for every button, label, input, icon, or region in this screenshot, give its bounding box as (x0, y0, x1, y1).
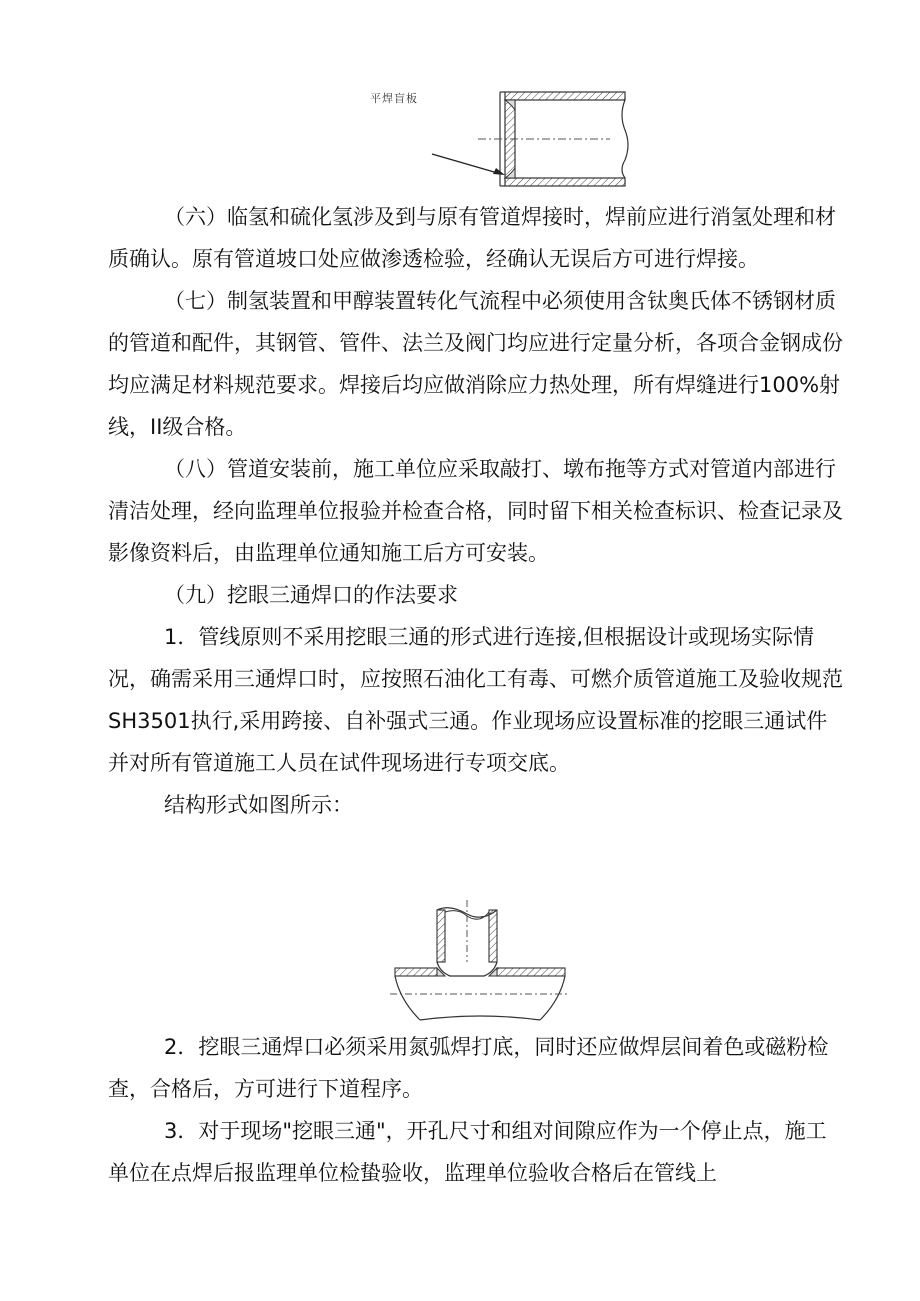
paragraph-9-item-1: 1．管线原则不采用挖眼三通的形式进行连接,但根据设计或现场实际情况，确需采用三通焊口时，应按照石油化工有毒、可燃介质管道施工及验收规范SH3501执行,采用跨接、自补强式三通。作业现场应设置标准的挖眼三通试件并对所有管道施工人员在试件现场进行专项交底。 (108, 625, 843, 775)
blind-plate-figure (360, 80, 640, 195)
figure1-label: 平焊盲板 (370, 92, 418, 105)
tee-branch-figure (390, 900, 570, 1025)
paragraph-9-heading: （九）挖眼三通焊口的作法要求 (164, 583, 458, 607)
paragraph-9-item-2: 2．挖眼三通焊口必须采用氮弧焊打底，同时还应做焊层间着色或磁粉检查，合格后，方可进行下道程序。 (108, 1035, 829, 1101)
text-block-bottom (108, 1026, 843, 1194)
paragraph-6: （六）临氢和硫化氢涉及到与原有管道焊接时，焊前应进行消氢处理和材质确认。原有管道坡口处应做渗透检验，经确认无误后方可进行焊接。 (108, 205, 836, 271)
paragraph-7: （七）制氢装置和甲醇装置转化气流程中必须使用含钛奥氏体不锈钢材质的管道和配件，其钢管、管件、法兰及阀门均应进行定量分析，各项合金钢成份均应满足材料规范要求。焊接后均应做消除应力热处理，所有焊缝进行100%射线，II级合格。 (108, 289, 843, 439)
paragraph-8: （八）管道安装前，施工单位应采取敲打、墩布拖等方式对管道内部进行清洁处理，经向监理单位报验并检查合格，同时留下相关检查标识、检查记录及影像资料后，由监理单位通知施工后方可安装。 (108, 457, 843, 565)
paragraph-9-item-3: 3．对于现场"挖眼三通"，开孔尺寸和组对间隙应作为一个停止点，施工单位在点焊后报监理单位检蛰验收，监理单位验收合格后在管线上 (108, 1119, 827, 1185)
figure-caption-intro: 结构形式如图所示： (164, 793, 353, 817)
text-block-top (108, 196, 843, 826)
